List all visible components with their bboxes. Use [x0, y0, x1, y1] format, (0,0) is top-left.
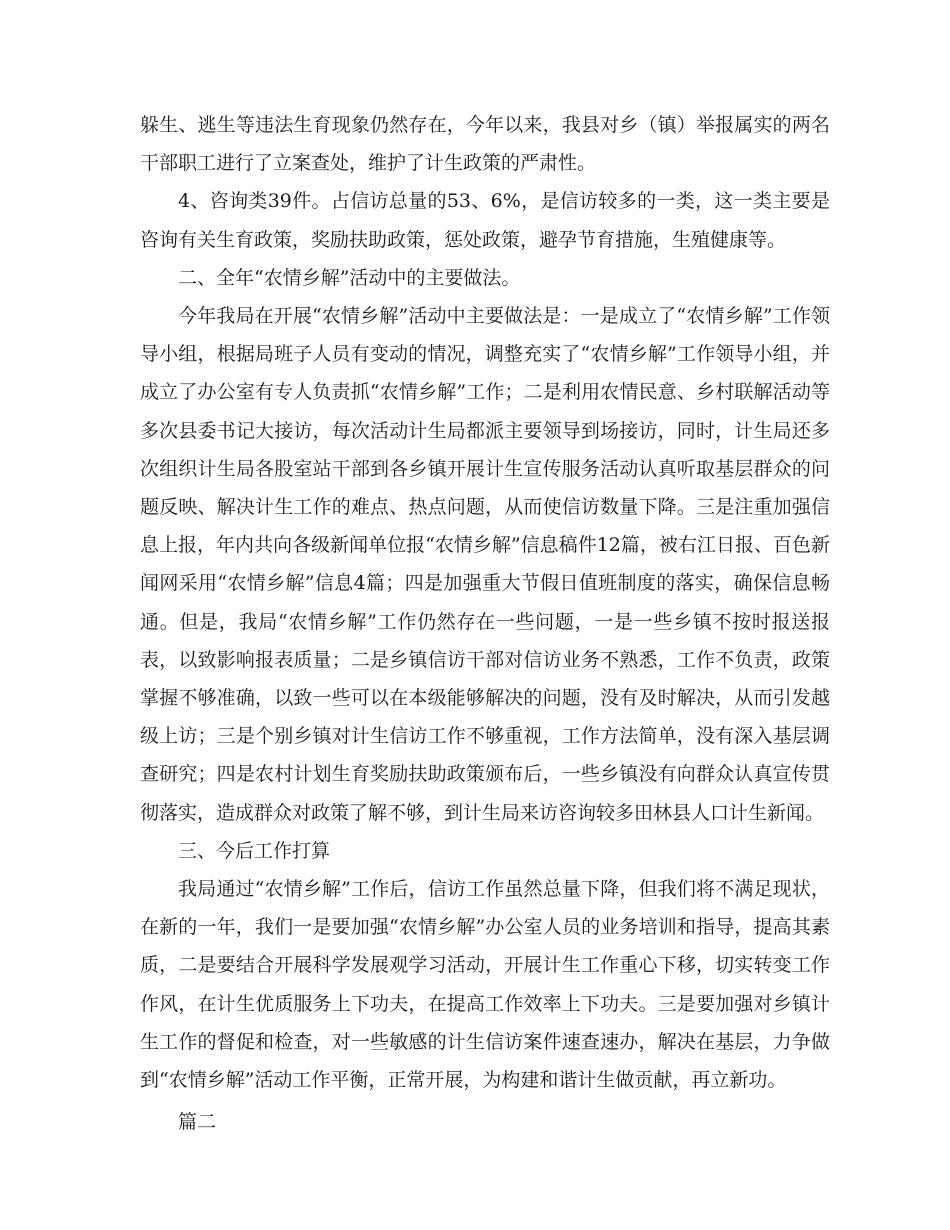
section-heading-future-plans: 三、今后工作打算 — [178, 839, 331, 862]
body-paragraph-consultation: 4、咨询类39件。占信访总量的53、6%，是信访较多的一类，这一类主要是咨询有关生育政策，奖励扶助政策，惩处政策，避孕节育措施，生殖健康等。 — [140, 190, 830, 251]
body-paragraph-future-plans: 我局通过“农情乡解”工作后，信访工作虽然总量下降，但我们将不满足现状，在新的一年，我们一是要加强“农情乡解”办公室人员的业务培训和指导，提高其素质，二是要结合开展科学发展观学习活动，开展计生工作重心下移，切实转变工作作风，在计生优质服务上下功夫，在提高工作效率上下功夫。三是要加强对乡镇计生工作的督促和检查，对一些敏感的计生信访案件速查速办，解决在基层，力争做到“农情乡解”活动工作平衡，正常开展，为构建和谐计生做贡献，再立新功。 — [140, 878, 830, 1092]
body-paragraph-practices: 今年我局在开展“农情乡解”活动中主要做法是：一是成立了“农情乡解”工作领导小组，根据局班子人员有变动的情况，调整充实了“农情乡解”工作领导小组，并成立了办公室有专人负责抓“农情乡解”工作；二是利用农情民意、乡村联解活动等多次县委书记大接访，每次活动计生局都派主要领导到场接访，同时，计生局还多次组织计生局各股室站干部到各乡镇开展计生宣传服务活动认真听取基层群众的问题反映、解决计生工作的难点、热点问题，从而使信访数量下降。三是注重加强信息上报，年内共向各级新闻单位报“农情乡解”信息稿件12篇，被右江日报、百色新闻网采用“农情乡解”信息4篇；四是加强重大节假日值班制度的落实，确保信息畅通。但是，我局“农情乡解”工作仍然存在一些问题，一是一些乡镇不按时报送报表，以致影响报表质量；二是乡镇信访干部对信访业务不熟悉，工作不负责，政策掌握不够准确，以致一些可以在本级能够解决的问题，没有及时解决，从而引发越级上访；三是个别乡镇对计生信访工作不够重视，工作方法简单，没有深入基层调查研究；四是农村计划生育奖励扶助政策颁布后，一些乡镇没有向群众认真宣传贯彻落实，造成群众对政策了解不够，到计生局来访咨询较多田林县人口计生新闻。 — [140, 305, 830, 824]
body-paragraph-continued: 躲生、逃生等违法生育现象仍然存在，今年以来，我县对乡（镇）举报属实的两名干部职工进行了立案查处，维护了计生政策的严肃性。 — [140, 114, 830, 175]
section-heading-part-two: 篇二 — [178, 1111, 217, 1134]
section-heading-main-practices: 二、全年“农情乡解”活动中的主要做法。 — [178, 266, 521, 289]
document-body — [140, 106, 830, 1141]
